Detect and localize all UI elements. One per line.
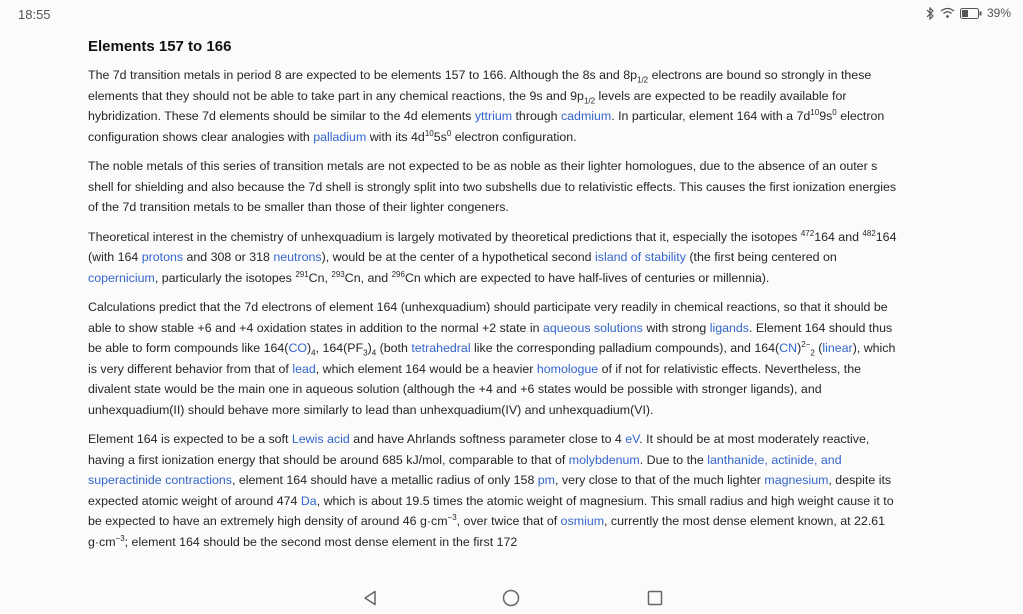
link-magnesium[interactable]: magnesium xyxy=(764,473,829,487)
link-cadmium[interactable]: cadmium xyxy=(560,109,612,123)
link-copernicium[interactable]: copernicium xyxy=(88,270,155,285)
link-pm[interactable]: pm xyxy=(537,473,555,487)
link-molybdenum[interactable]: molybdenum xyxy=(568,452,640,467)
battery-icon xyxy=(960,8,982,19)
link-ev[interactable]: eV xyxy=(625,432,640,446)
link-da[interactable]: Da xyxy=(300,493,317,508)
section-title: Elements 157 to 166 xyxy=(88,38,232,55)
navigation-bar xyxy=(0,580,1023,614)
back-triangle-icon xyxy=(363,590,377,606)
link-co[interactable]: CO xyxy=(288,341,308,355)
paragraph-5: Element 164 is expected to be a soft Lewis acid and have Ahrlands softness parameter close to 4 eV. It should be at most moderately reactive, having a first ionization energy that should be around 685 kJ/mol, comparable to that of molybdenum. Due to the lanthanide, actinide, and superactinide contractions, element 164 should have a metallic radius of only 158 pm, very close to that of the much lighter magnesium, despite its expected atomic weight of around 474 Da, which is about 19.5 times the atomic weight of magnesium. This small radius and high weight cause it to be expected to have an extremely high density of around 46 $g\cdot cm^{-3}$, over twice that of osmium, currently the most dense element known, at 22.61 $g\cdot cm^{-3}$; element 164 should be the second most dense element in the first 172 xyxy=(88,432,894,549)
paragraph-1: The 7d transition metals in period 8 are expected to be elements 157 to 166. Although the 8s and $8p_{1/2}$ electrons are bound so strongly in these elements that they should not be able to take part in any chemical reactions, the 9s and $9p_{1/2}$ levels are expected to be readily available for hybridization. These 7d elements should be similar to the 4d elements yttrium through cadmium. In particular, element 164 with a $7d^{10}9s^0$ electron configuration shows clear analogies with palladium with its $4d^{10}5s^0$ electron configuration. xyxy=(88,68,885,144)
link-homologue[interactable]: homologue xyxy=(536,361,599,376)
link-lewis-acid[interactable]: Lewis acid xyxy=(291,432,350,446)
recents-square-icon xyxy=(647,590,663,606)
link-cn[interactable]: CN xyxy=(779,341,798,355)
wifi-icon xyxy=(940,7,955,19)
battery-percent: 39% xyxy=(986,6,1011,20)
link-yttrium[interactable]: yttrium xyxy=(474,109,513,123)
status-time: 18:55 xyxy=(18,7,51,22)
status-bar xyxy=(0,0,1023,28)
link-tetrahedral[interactable]: tetrahedral xyxy=(411,341,471,355)
link-lead[interactable]: lead xyxy=(292,361,316,376)
status-icons xyxy=(926,6,1011,20)
link-palladium[interactable]: palladium xyxy=(313,129,367,144)
link-island-of-stability[interactable]: island of stability xyxy=(595,250,686,264)
bluetooth-icon xyxy=(926,7,935,20)
link-ligands[interactable]: ligands xyxy=(709,320,749,335)
link-aqueous-solutions[interactable]: aqueous solutions xyxy=(542,320,643,335)
link-osmium[interactable]: osmium xyxy=(560,514,605,528)
link-neutrons[interactable]: neutrons xyxy=(273,250,322,264)
recents-button[interactable] xyxy=(645,589,665,607)
paragraph-2: The noble metals of this series of transition metals are not expected to be as noble as their lighter homologues, due to the absence of an outer s shell for shielding and also because the 7d shell is strongly split into two subshells due to relativistic effects. This causes the first ionization energies of the 7d transition metals to be smaller than those of their lighter congeners. xyxy=(88,159,897,214)
paragraph-4: Calculations predict that the 7d electrons of element 164 (unhexquadium) should participate very readily in chemical reactions, so that it should be able to show stable +6 and +4 oxidation states in addition to the normal +2 state in aqueous solutions with strong ligands. Element 164 should thus be able to form compounds like $164(CO)_4$, $164(PF_3)_4$ (both tetrahedral like the corresponding palladium compounds), and 164(CN)$^{2-}_2$ (linear), which is very different behavior from that of lead, which element 164 would be a heavier homologue of if not for relativistic effects. Nevertheless, the divalent state would be the main one in aqueous solution (although the +4 and +6 states would be possible with stronger ligands), and unhexquadium(II) should behave more similarly to lead than unhexquadium(IV) and unhexquadium(VI). xyxy=(88,300,896,417)
home-circle-icon xyxy=(502,589,520,607)
home-button[interactable] xyxy=(501,589,521,607)
back-button[interactable] xyxy=(360,589,380,607)
paragraph-3: Theoretical interest in the chemistry of unhexquadium is largely motivated by theoretical predictions that it, especially the isotopes $^{472}$164 and $^{482}$164 (with 164 protons and 308 or 318 neutrons), would be at the center of a hypothetical second island of stability (the first being centered on copernicium, particularly the isotopes $^{291}$Cn, $^{293}$Cn, and $^{296}$Cn which are expected to have half-lives of centuries or millennia). xyxy=(88,228,897,285)
link-protons[interactable]: protons xyxy=(141,250,184,264)
link-linear[interactable]: linear xyxy=(822,341,853,355)
link-contractions[interactable]: lanthanide, actinide, and superactinide contractions xyxy=(88,452,842,487)
article-content xyxy=(88,38,903,561)
